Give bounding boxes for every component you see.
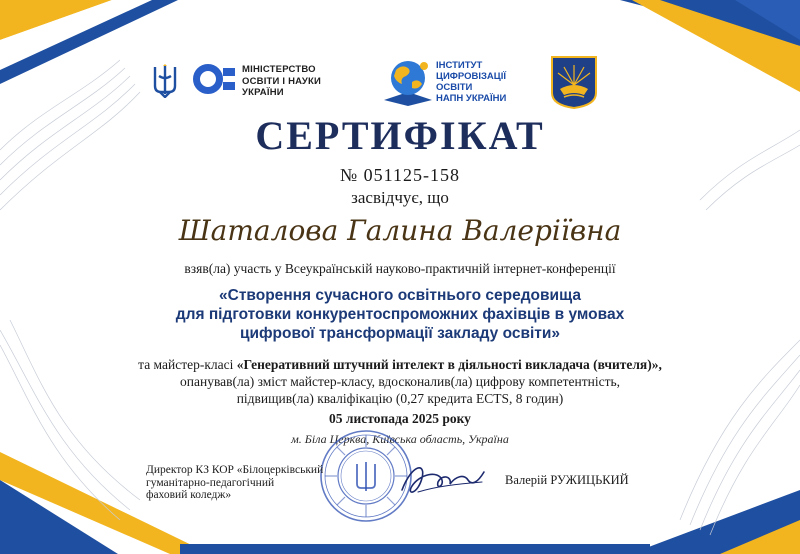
signer-name: Валерій РУЖИЦЬКИЙ [505,473,629,487]
certificate-number: № 051125-158 [340,165,460,185]
conference-title-line: цифрової трансформації закладу освіти» [239,325,561,342]
signature-icon [398,456,488,504]
certificate-title: СЕРТИФІКАТ [255,113,545,158]
institute-name [436,60,506,104]
ministry-line: МІНІСТЕРСТВО [242,64,316,75]
institute-line: ЦИФРОВІЗАЦІЇ [436,71,506,82]
ministry-line: УКРАЇНИ [242,87,284,98]
event-date: 05 листопада 2025 року [329,411,471,426]
certifies-text: засвідчує, що [351,188,449,207]
recipient-name: Шаталова Галина Валеріївна [178,214,622,247]
masterclass-line [0,356,800,373]
masterclass-title: «Генеративний штучний інтелект в діяльності викладача (вчителя)», [236,357,662,372]
institute-line: НАПН УКРАЇНИ [436,93,507,104]
conference-title-line: для підготовки конкурентоспроможних фахівців в умовах [175,306,625,323]
director-title [146,464,323,502]
institute-line: ОСВІТИ [436,82,473,93]
conference-title-line: «Створення сучасного освітнього середовища [219,287,581,304]
event-city: м. Біла Церква, Київська область, Україна [291,432,509,446]
masterclass-prefix: та майстер-класі [138,357,237,372]
participation-text: взяв(ла) участь у Всеукраїнській науково-практичній інтернет-конференції [184,261,616,276]
masterclass-text [0,356,800,407]
ministry-line: ОСВІТИ І НАУКИ [242,75,321,87]
college-emblem-icon [550,55,598,109]
masterclass-line: опанував(ла) зміст майстер-класу, вдосконалив(ла) цифрову компетентність, [180,374,620,389]
mon-logo-icon [192,62,238,96]
director-line: Директор КЗ КОР «Білоцерківський [146,464,324,476]
trident-icon [152,64,178,98]
director-line: фаховий коледж» [146,489,232,501]
ministry-name [242,64,321,99]
institute-globe-icon [378,56,434,108]
director-line: гуманітарно-педагогічний [146,476,275,489]
masterclass-line: підвищив(ла) кваліфікацію (0,27 кредита ECTS, 8 годин) [236,391,564,406]
institute-line: ІНСТИТУТ [436,60,483,71]
conference-title [0,286,800,343]
